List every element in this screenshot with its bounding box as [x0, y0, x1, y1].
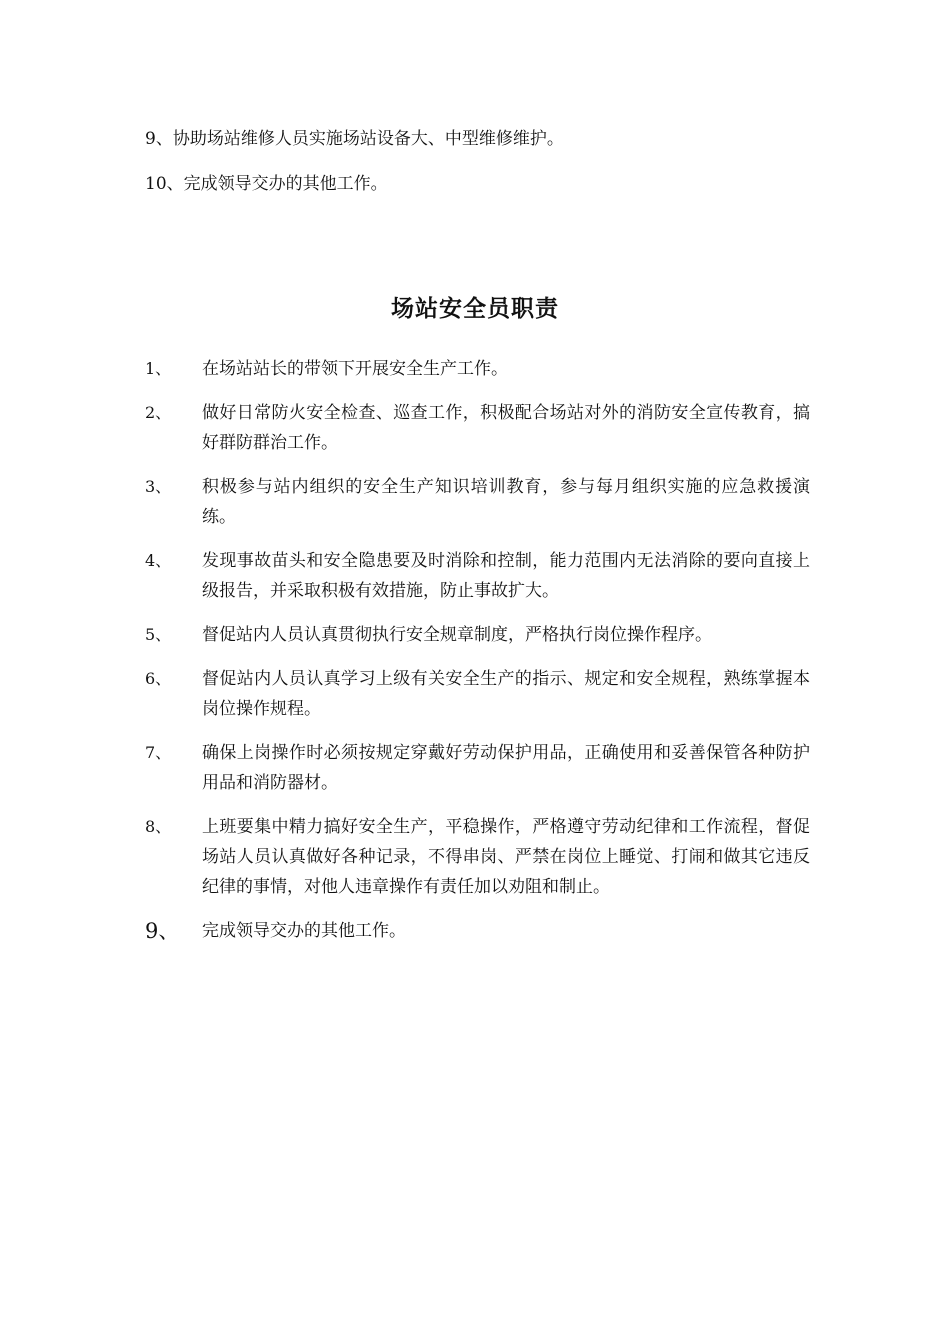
duty-text: 发现事故苗头和安全隐患要及时消除和控制，能力范围内无法消除的要向直接上级报告，并采取积极有效措施，防止事故扩大。 [202, 551, 810, 601]
duty-number: 8、 [145, 817, 172, 836]
duty-item-9 [145, 916, 810, 946]
duty-item-1 [145, 354, 810, 384]
previous-item-9: 9、协助场站维修人员实施场站设备大、中型维修维护。 [145, 129, 564, 149]
section-title: 场站安全员职责 [391, 295, 559, 322]
duty-text: 上班要集中精力搞好安全生产，平稳操作，严格遵守劳动纪律和工作流程，督促场站人员认真做好各种记录，不得串岗、严禁在岗位上睡觉、打闹和做其它违反纪律的事情，对他人违章操作有责任加以劝阻和制止。 [202, 817, 810, 897]
duty-text: 督促站内人员认真贯彻执行安全规章制度，严格执行岗位操作程序。 [202, 625, 712, 645]
duty-text: 在场站站长的带领下开展安全生产工作。 [202, 359, 508, 379]
duty-item-2 [145, 398, 810, 458]
duty-number: 9、 [145, 919, 180, 943]
duty-number: 6、 [145, 669, 172, 688]
duty-item-5 [145, 620, 810, 650]
duty-item-8 [145, 812, 810, 902]
duty-text: 完成领导交办的其他工作。 [202, 921, 406, 941]
duty-list [145, 354, 810, 960]
duty-number: 1、 [145, 359, 172, 378]
duty-number: 3、 [145, 477, 172, 496]
duty-text: 督促站内人员认真学习上级有关安全生产的指示、规定和安全规程，熟练掌握本岗位操作规程。 [202, 669, 810, 719]
duty-number: 5、 [145, 625, 172, 644]
previous-item-10: 10、完成领导交办的其他工作。 [145, 174, 388, 194]
duty-item-3 [145, 472, 810, 532]
duty-item-7 [145, 738, 810, 798]
duty-number: 4、 [145, 551, 172, 570]
duty-text: 确保上岗操作时必须按规定穿戴好劳动保护用品，正确使用和妥善保管各种防护用品和消防器材。 [202, 743, 810, 793]
duty-number: 7、 [145, 743, 172, 762]
duty-item-6 [145, 664, 810, 724]
duty-item-4 [145, 546, 810, 606]
duty-text: 积极参与站内组织的安全生产知识培训教育，参与每月组织实施的应急救援演练。 [202, 477, 810, 527]
duty-number: 2、 [145, 403, 172, 422]
duty-text: 做好日常防火安全检查、巡查工作，积极配合场站对外的消防安全宣传教育，搞好群防群治工作。 [202, 403, 810, 453]
